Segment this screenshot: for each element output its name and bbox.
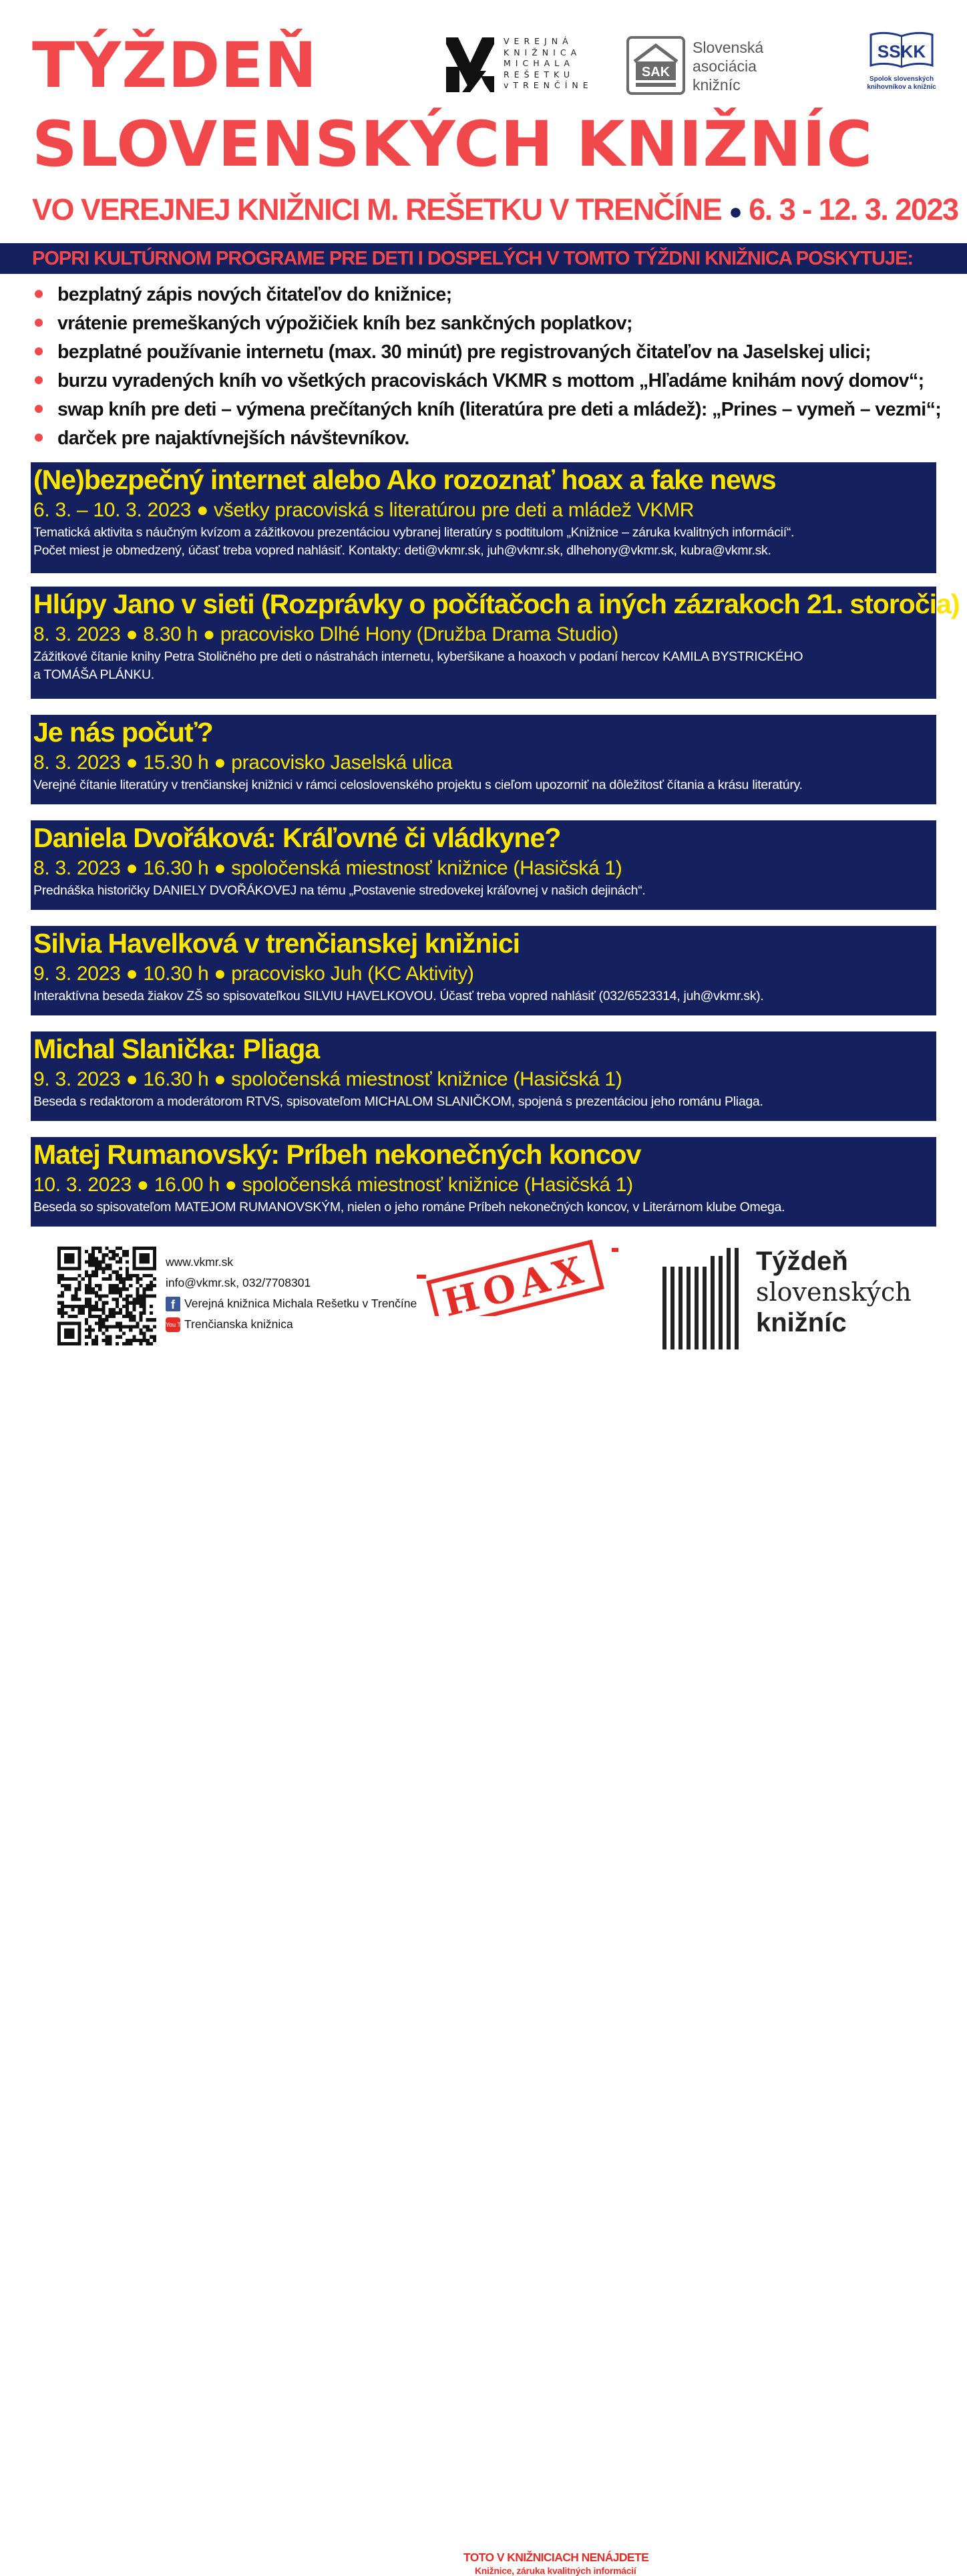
separator-dot: ●	[729, 199, 742, 225]
svg-text:SSKK: SSKK	[877, 41, 926, 61]
services-list	[35, 281, 941, 453]
event-meta: 10. 3. 2023 ● 16.00 h ● spoločenská miestnosť knižnice (Hasičská 1)	[33, 1174, 633, 1196]
list-item: bezplatné používanie internetu (max. 30 minút) pre registrovaných čitateľov na Jaselskej ulici;	[35, 338, 941, 367]
event-description: Tematická aktivita s náučným kvízom a zážitkovou prezentáciou vybranej literatúry s podtitulom „Knižnice – záruka kvalitných informácií“.	[33, 525, 795, 540]
youtube-link[interactable]: You TubeTrenčianska knižnica	[166, 1314, 417, 1335]
hoax-stamp-icon	[411, 1236, 632, 1316]
hoax-subcaption: Knižnice, záruka kvalitných informácií	[475, 2565, 636, 2576]
vkmr-mark-icon	[446, 37, 494, 92]
event-card	[31, 926, 936, 1015]
youtube-icon: You Tube	[166, 1317, 180, 1332]
event-card	[31, 1137, 936, 1227]
event-card	[31, 462, 936, 573]
event-title: Silvia Havelková v trenčianskej knižnici	[33, 928, 520, 959]
event-description: Verejné čítanie literatúry v trenčianskej knižnici v rámci celoslovenského projektu s cieľom upozorniť na dôležitosť čítania a krásu literatúry.	[33, 778, 803, 792]
bullet-dot-icon	[35, 376, 43, 384]
open-book-icon	[868, 31, 935, 69]
bullet-dot-icon	[35, 319, 43, 327]
event-description: Prednáška historičky DANIELY DVOŘÁKOVEJ na tému „Postavenie stredovekej kráľovnej v našich dejinách“.	[33, 883, 646, 898]
event-title: Michal Slanička: Pliaga	[33, 1033, 320, 1064]
book-spines-icon	[661, 1248, 755, 1349]
event-description: Zážitkové čítanie knihy Petra Stoličného pre deti o nástrahách internetu, kyberšikane a hoaxoch v podaní hercov KAMILA BYSTRICKÉHO	[33, 649, 803, 664]
venue-dates-line	[32, 190, 958, 232]
event-title: Hlúpy Jano v sieti (Rozprávky o počítačoch a iných zázrakoch 21. storočia)	[33, 589, 960, 619]
event-meta: 8. 3. 2023 ● 15.30 h ● pracovisko Jaselská ulica	[33, 752, 453, 774]
svg-text:HOAX: HOAX	[439, 1247, 593, 1316]
sak-wordmark: Slovenská asociácia knižníc	[693, 39, 764, 94]
event-card	[31, 715, 936, 804]
event-card	[31, 587, 960, 699]
event-meta: 6. 3. – 10. 3. 2023 ● všetky pracoviská s literatúrou pre deti a mládež VKMR	[33, 499, 695, 521]
event-meta: 8. 3. 2023 ● 8.30 h ● pracovisko Dlhé Hony (Družba Drama Studio)	[33, 623, 618, 645]
event-description: Beseda s redaktorom a moderátorom RTVS, spisovateľom MICHALOM SLANIČKOM, spojená s prezentáciou jeho románu Pliaga.	[33, 1094, 763, 1109]
vkmr-logo	[446, 36, 600, 96]
list-item: vrátenie premeškaných výpožičiek kníh bez sankčných poplatkov;	[35, 309, 941, 338]
bullet-dot-icon	[35, 405, 43, 413]
sskk-caption: Spolok slovenských knihovníkov a knižníc	[867, 75, 936, 91]
list-item: darček pre najaktívnejších návštevníkov.	[35, 424, 941, 453]
dates-text: 6. 3 - 12. 3. 2023	[749, 192, 958, 226]
facebook-icon: f	[166, 1297, 180, 1311]
library-house-icon	[626, 36, 685, 95]
vkmr-wordmark: VEREJNÁ KNIŽNICA MICHALA REŠETKU vTRENČÍNE	[504, 36, 593, 91]
facebook-link[interactable]: f Verejná knižnica Michala Rešetku v Trenčíne	[166, 1293, 417, 1314]
event-card	[31, 1031, 936, 1121]
event-description: Beseda so spisovateľom MATEJOM RUMANOVSKÝM, nielen o jeho románe Príbeh nekonečných koncov, v Literárnom klube Omega.	[33, 1200, 785, 1215]
event-meta: 9. 3. 2023 ● 10.30 h ● pracovisko Juh (KC Aktivity)	[33, 963, 474, 985]
event-meta: 8. 3. 2023 ● 16.30 h ● spoločenská miestnosť knižnice (Hasičská 1)	[33, 857, 622, 879]
services-heading: POPRI KULTÚRNOM PROGRAME PRE DETI I DOSPELÝCH V TOMTO TÝŽDNI KNIŽNICA POSKYTUJE:	[0, 243, 967, 274]
svg-text:SAK: SAK	[641, 65, 670, 79]
event-title: Matej Rumanovský: Príbeh nekonečných koncov	[33, 1139, 641, 1170]
event-title: (Ne)bezpečný internet alebo Ako rozoznať hoax a fake news	[33, 464, 776, 495]
list-item: burzu vyradených kníh vo všetkých pracoviskách VKMR s mottom „Hľadáme knihám nový domov“;	[35, 367, 941, 395]
poster-title-line1: TÝŽDEŇ	[32, 29, 318, 102]
bullet-dot-icon	[35, 434, 43, 442]
event-title: Daniela Dvořáková: Kráľovné či vládkyne?	[33, 822, 561, 853]
tsk-wordmark: Týždeň slovenských knižníc	[756, 1247, 912, 1337]
sskk-logo	[861, 31, 942, 98]
event-description: a TOMÁŠA PLÁNKU.	[33, 667, 154, 682]
list-item: bezplatný zápis nových čitateľov do knižnice;	[35, 281, 941, 309]
qr-code-icon[interactable]	[57, 1247, 156, 1345]
event-card	[31, 820, 936, 910]
venue-text: VO VEREJNEJ KNIŽNICI M. REŠETKU V TRENČÍNE	[32, 192, 722, 226]
event-meta: 9. 3. 2023 ● 16.30 h ● spoločenská miestnosť knižnice (Hasičská 1)	[33, 1068, 622, 1090]
list-item: swap kníh pre deti – výmena prečítaných kníh (literatúra pre deti a mládež): „Prines – vymeň – vezmi“;	[35, 395, 941, 424]
contact-block	[166, 1252, 417, 1335]
poster-title-line2: SLOVENSKÝCH KNIŽNÍC	[32, 108, 874, 181]
hoax-caption: TOTO V KNIŽNICIACH NENÁJDETE	[463, 2551, 649, 2564]
hoax-stamp	[411, 1236, 649, 2576]
event-description: Počet miest je obmedzený, účasť treba vopred nahlásiť. Kontakty: deti@vkmr.sk, juh@vkmr.sk, dlhehony@vkmr.sk, kubra@vkmr.sk.	[33, 543, 771, 558]
event-title: Je nás počuť?	[33, 717, 213, 748]
email-phone[interactable]: info@vkmr.sk, 032/7708301	[166, 1276, 311, 1289]
event-description: Interaktívna beseda žiakov ZŠ so spisovateľkou SILVIU HAVELKOVOU. Účasť treba vopred nahlásiť (032/6523314, juh@vkmr.sk).	[33, 989, 764, 1003]
bullet-dot-icon	[35, 347, 43, 355]
sak-logo	[626, 36, 787, 96]
website-link[interactable]: www.vkmr.sk	[166, 1255, 234, 1269]
bullet-dot-icon	[35, 290, 43, 298]
